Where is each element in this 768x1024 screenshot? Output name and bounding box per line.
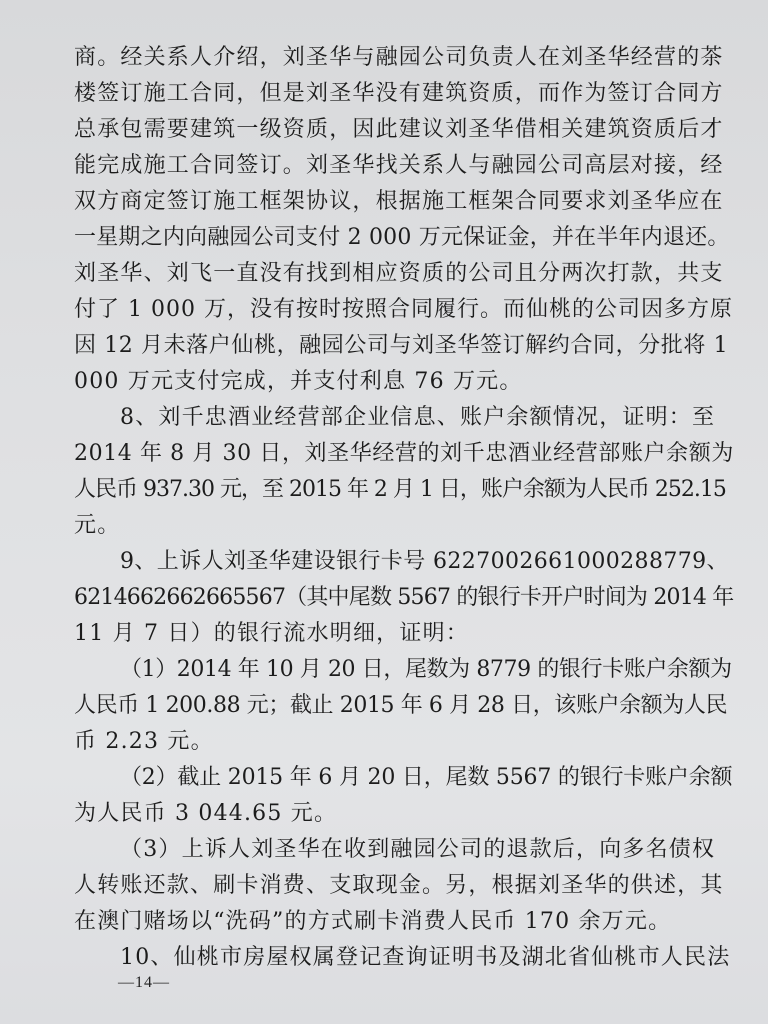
paragraph-item-8 [74, 400, 734, 544]
text-line: （2）截止 2015 年 6 月 20 日，尾数 5567 的银行卡账户余额 [120, 765, 733, 790]
text-line: 6214662662665567（其中尾数 5567 的银行卡开户时间为 2014 年 [74, 585, 734, 610]
text-line: 人转账还款、刷卡消费、支取现金。另，根据刘圣华的供述，其 [74, 873, 724, 898]
paragraph-item-9-1 [74, 652, 734, 760]
text-line: 能完成施工合同签订。刘圣华找关系人与融园公司高层对接，经 [74, 153, 724, 178]
text-line: 刘圣华、刘飞一直没有找到相应资质的公司且分两次打款，共支 [74, 261, 724, 286]
text-line: 10、仙桃市房屋权属登记查询证明书及湖北省仙桃市人民法 [120, 945, 731, 970]
page-number: —14— [118, 974, 170, 991]
text-line: 2014 年 8 月 30 日，刘圣华经营的刘千忠酒业经营部账户余额为 [74, 441, 734, 466]
text-line: 8、刘千忠酒业经营部企业信息、账户余额情况，证明：至 [120, 405, 716, 430]
text-line: 在澳门赌场以“洗码”的方式刷卡消费人民币 170 余万元。 [74, 909, 672, 934]
text-line: 付了 1 000 万，没有按时按照合同履行。而仙桃的公司因多方原 [74, 297, 733, 322]
paragraph-item-9 [74, 544, 734, 652]
text-line: 楼签订施工合同，但是刘圣华没有建筑资质，而作为签订合同方 [74, 81, 724, 106]
text-line: 币 2.23 元。 [74, 729, 214, 754]
text-line: 一星期之内向融园公司支付 2 000 万元保证金，并在半年内退还。 [74, 225, 730, 250]
text-line: 人民币 1 200.88 元；截止 2015 年 6 月 28 日，该账户余额为人民 [74, 693, 728, 718]
paragraph-continuation [74, 40, 734, 400]
text-line: 000 万元支付完成，并支付利息 76 万元。 [74, 369, 523, 394]
text-line: 商。经关系人介绍，刘圣华与融园公司负责人在刘圣华经营的茶 [74, 45, 724, 70]
text-line: 元。 [74, 513, 121, 538]
text-line: 双方商定签订施工框架协议，根据施工框架合同要求刘圣华应在 [74, 189, 724, 214]
paragraph-item-10 [74, 940, 734, 976]
text-line: 因 12 月未落户仙桃，融园公司与刘圣华签订解约合同，分批将 1 [74, 333, 729, 358]
paragraph-item-9-3 [74, 832, 734, 940]
document-body [74, 40, 734, 976]
text-line: 9、上诉人刘圣华建设银行卡号 6227002661000288779、 [120, 549, 729, 574]
text-line: （3）上诉人刘圣华在收到融园公司的退款后，向多名债权 [120, 837, 716, 862]
paragraph-item-9-2 [74, 760, 734, 832]
text-line: 为人民币 3 044.65 元。 [74, 801, 338, 826]
text-line: （1）2014 年 10 月 20 日，尾数为 8779 的银行卡账户余额为 [120, 657, 732, 682]
text-line: 总承包需要建筑一级资质，因此建议刘圣华借相关建筑资质后才 [74, 117, 724, 142]
text-line: 人民币 937.30 元，至 2015 年 2 月 1 日，账户余额为人民币 252.15 [74, 477, 726, 502]
text-line: 11 月 7 日）的银行流水明细，证明： [74, 621, 469, 646]
